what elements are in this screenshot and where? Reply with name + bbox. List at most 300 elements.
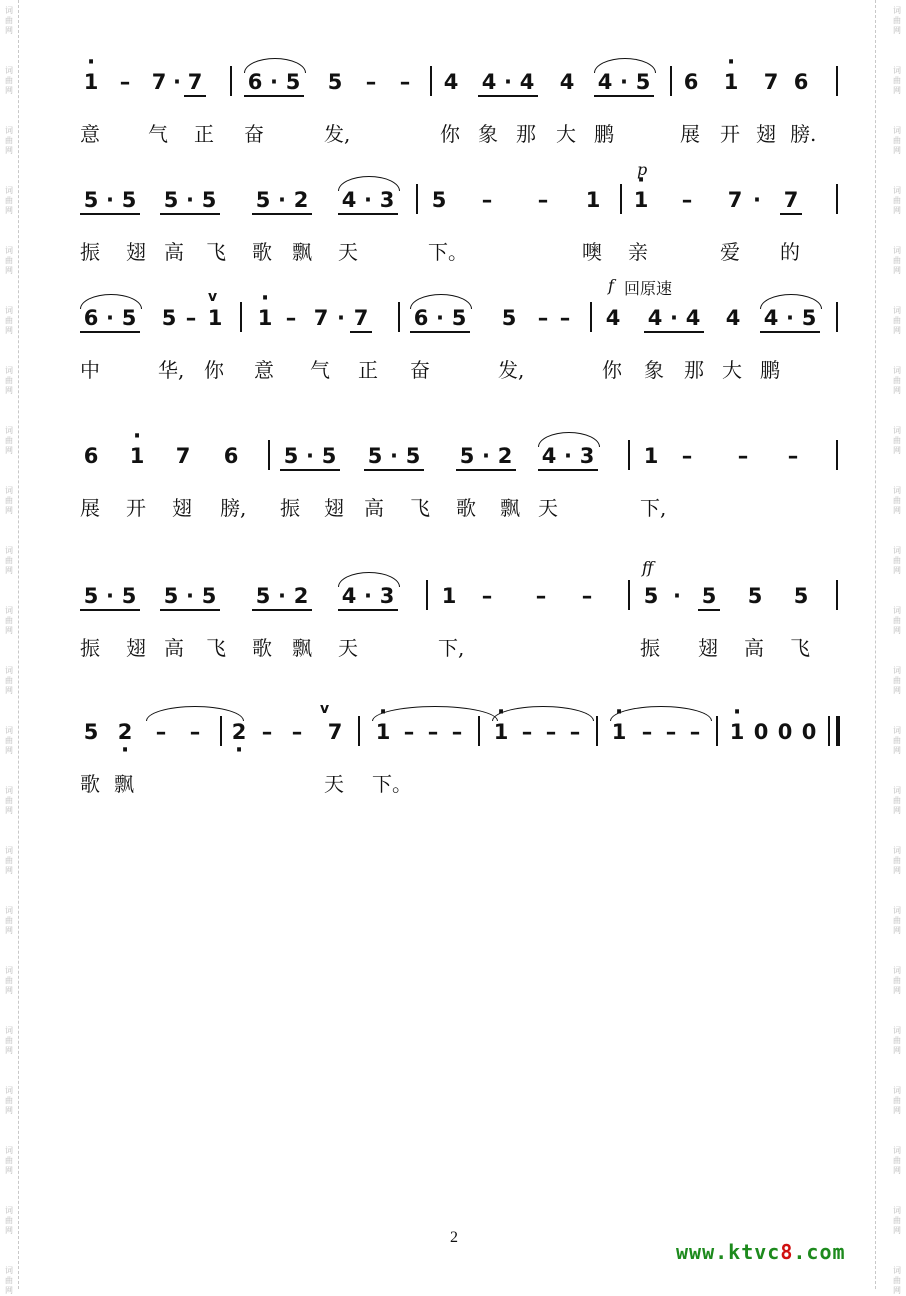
watermark-text: 词 曲 网 [5, 786, 13, 815]
note: 4 [443, 70, 459, 94]
note: 7 [184, 70, 206, 97]
notation-row [80, 289, 850, 346]
watermark-text: 词 曲 网 [893, 546, 901, 575]
watermark-text: 词 曲 网 [893, 1206, 901, 1235]
dot: · [673, 584, 681, 608]
watermark-text: 词 曲 网 [5, 486, 13, 515]
lyric: 正 [358, 358, 378, 382]
dynamic-ff: ff [642, 558, 654, 577]
lyric: 象 [644, 358, 664, 382]
lyric: 下, [438, 636, 465, 660]
lyric: 高 [364, 496, 384, 520]
watermark-text: 词 曲 网 [5, 606, 13, 635]
dot: · [271, 584, 293, 611]
lyrics-row [80, 636, 850, 666]
watermark-text: 词 曲 网 [5, 1206, 13, 1235]
dot: · [753, 188, 761, 212]
lyric: 翅 [172, 496, 192, 520]
note: 5 [698, 584, 720, 611]
dot: · [173, 70, 181, 94]
note: 5 [402, 444, 424, 471]
barline [590, 302, 592, 332]
watermark-text: 词 曲 网 [893, 66, 901, 95]
barline [628, 440, 630, 470]
watermark-text: 词 曲 网 [893, 6, 901, 35]
barline [716, 716, 718, 746]
barline [836, 66, 838, 96]
lyric: 翅 [756, 122, 776, 146]
watermark-text: 词 曲 网 [893, 726, 901, 755]
dot: · [99, 584, 121, 611]
notation-row [80, 444, 850, 484]
note: · 1 [254, 306, 276, 330]
barline [398, 302, 400, 332]
watermark-text: 词 曲 网 [893, 426, 901, 455]
note: 5 [793, 584, 809, 608]
dash: – [535, 584, 547, 608]
dash: – [787, 444, 799, 468]
note: 2 · [114, 720, 136, 744]
lyric: 大 [556, 122, 576, 146]
dash: – [569, 720, 581, 744]
watermark-text: 词 曲 网 [893, 906, 901, 935]
note: 6 [223, 444, 239, 468]
dot: · [179, 188, 201, 215]
note: 5 [160, 188, 182, 215]
note: 5 [161, 306, 177, 330]
note: 6 [83, 444, 99, 468]
lyric: 飘 [292, 636, 312, 660]
note: 4 [594, 70, 616, 97]
dot: · [263, 70, 285, 97]
watermark-text: 词 曲 网 [893, 846, 901, 875]
barline [240, 302, 242, 332]
note: 6 [410, 306, 432, 333]
site-logo-part: .com [793, 1240, 846, 1264]
note: 7 [727, 188, 743, 212]
watermark-text: 词 曲 网 [5, 966, 13, 995]
lyric: 中 [80, 358, 100, 382]
dash: – [665, 720, 677, 744]
watermark-text: 词 曲 网 [5, 426, 13, 455]
note: 5 [160, 584, 182, 611]
breath-mark: v [208, 289, 218, 305]
dash: – [291, 720, 303, 744]
lyric: 亲 [628, 240, 648, 264]
dash: – [365, 70, 377, 94]
dot: · [663, 306, 685, 333]
dash: – [689, 720, 701, 744]
site-logo-part: www.ktvc [676, 1240, 781, 1264]
score-line-5 [80, 558, 850, 704]
note: 5 [798, 306, 820, 333]
lyric: 鹏 [760, 358, 780, 382]
note: 5 [282, 70, 304, 97]
note: 5 [118, 188, 140, 215]
score-line-1 [80, 70, 850, 190]
notation-row [80, 160, 850, 228]
note: 5 [118, 584, 140, 611]
note: 5 [747, 584, 763, 608]
note: 4 [725, 306, 741, 330]
note: 4 [478, 70, 500, 97]
lyric: 高 [744, 636, 764, 660]
note: 6 [244, 70, 266, 97]
final-barline [828, 716, 840, 746]
watermark-text: 词 曲 网 [5, 126, 13, 155]
watermark-text: 词 曲 网 [893, 1086, 901, 1115]
notation-row [80, 558, 850, 624]
lyric: 意 [254, 358, 274, 382]
dot: · [271, 188, 293, 215]
dot: · [179, 584, 201, 611]
watermark-text: 词 曲 网 [5, 906, 13, 935]
lyrics-row [80, 772, 850, 802]
lyric: 振 [280, 496, 300, 520]
note: 4 [760, 306, 782, 333]
barline [430, 66, 432, 96]
lyric: 高 [164, 240, 184, 264]
lyric: 开 [126, 496, 146, 520]
dot: · [99, 306, 121, 333]
watermark-text: 词 曲 网 [893, 126, 901, 155]
watermark-text: 词 曲 网 [893, 1026, 901, 1055]
note: 5 [83, 720, 99, 744]
rest: 0 [801, 720, 817, 744]
dash: – [581, 584, 593, 608]
note: · 1 [490, 720, 512, 744]
dash: – [403, 720, 415, 744]
note: 5 [327, 70, 343, 94]
rest: 0 [753, 720, 769, 744]
dynamic-f: f [608, 276, 614, 295]
note: 5 [448, 306, 470, 333]
dash: – [155, 720, 167, 744]
watermark-text: 词 曲 网 [5, 666, 13, 695]
note: 4 [644, 306, 666, 333]
note: 1 [207, 306, 223, 330]
lyric: 翅 [126, 240, 146, 264]
barline [620, 184, 622, 214]
note: 7 [350, 306, 372, 333]
note: 5 [501, 306, 517, 330]
note: 5 [198, 584, 220, 611]
dash: – [481, 584, 493, 608]
barline [596, 716, 598, 746]
note: 1 [585, 188, 601, 212]
lyric: 气 [310, 358, 330, 382]
lyric: 翅 [126, 636, 146, 660]
note: 5 [456, 444, 478, 471]
lyric: 飞 [206, 636, 226, 660]
lyric: 飘 [292, 240, 312, 264]
watermark-text: 词 曲 网 [5, 186, 13, 215]
note: 5 [252, 584, 274, 611]
note: 4 [338, 584, 360, 611]
lyric: 那 [516, 122, 536, 146]
note: · 1 [126, 444, 148, 468]
lyric: 大 [722, 358, 742, 382]
note: 5 [198, 188, 220, 215]
lyrics-row [80, 122, 850, 152]
watermark-text: 词 曲 网 [893, 486, 901, 515]
note: 5 [431, 188, 447, 212]
left-margin-line [18, 0, 31, 1289]
lyric: 奋 [244, 122, 264, 146]
watermark-text: 词 曲 网 [893, 606, 901, 635]
watermark-text: 词 曲 网 [893, 966, 901, 995]
lyric: 发, [324, 122, 351, 146]
watermark-text: 词 曲 网 [5, 1146, 13, 1175]
lyric: 展 [680, 122, 700, 146]
barline [836, 302, 838, 332]
dash: – [119, 70, 131, 94]
lyric: 翅 [698, 636, 718, 660]
lyric: 噢 [582, 240, 602, 264]
lyric: 飞 [790, 636, 810, 660]
note: 5 [252, 188, 274, 215]
watermark-text: 词 曲 网 [893, 786, 901, 815]
watermark-text: 词 曲 网 [893, 246, 901, 275]
notation-row [80, 701, 850, 760]
lyric: 意 [80, 122, 100, 146]
lyric: 开 [720, 122, 740, 146]
note: 6 [683, 70, 699, 94]
lyrics-row [80, 358, 850, 388]
lyric: 象 [478, 122, 498, 146]
lyric: 膀, [220, 496, 247, 520]
note: 7 [763, 70, 779, 94]
dash: – [545, 720, 557, 744]
note: 7 [327, 720, 343, 744]
dash: – [521, 720, 533, 744]
dynamic-p: p [637, 160, 648, 179]
dash: – [399, 70, 411, 94]
note: 4 [559, 70, 575, 94]
note: 6 [793, 70, 809, 94]
lyric: 下。 [428, 240, 468, 264]
note: 3 [376, 584, 398, 611]
lyric: 天 [338, 636, 358, 660]
note: 2 [290, 584, 312, 611]
dot: · [99, 188, 121, 215]
dot: · [613, 70, 635, 97]
note: 2 [494, 444, 516, 471]
note: 5 [318, 444, 340, 471]
watermark-text: 词 曲 网 [893, 186, 901, 215]
page-number: 2 [450, 1229, 458, 1246]
lyric: 的 [780, 240, 800, 264]
dot: · [779, 306, 801, 333]
lyric: 飞 [206, 240, 226, 264]
dash: – [481, 188, 493, 212]
watermark-text: 词 曲 网 [893, 306, 901, 335]
score-line-6 [80, 701, 850, 840]
lyric: 正 [194, 122, 214, 146]
dash: – [537, 188, 549, 212]
watermark-text: 词 曲 网 [5, 306, 13, 335]
watermark-text: 词 曲 网 [893, 666, 901, 695]
lyric: 天 [538, 496, 558, 520]
rest: 0 [777, 720, 793, 744]
watermark-text: 词 曲 网 [893, 1146, 901, 1175]
lyric: 歌 [80, 772, 100, 796]
note: 5 [280, 444, 302, 471]
barline [670, 66, 672, 96]
site-logo-part: 8 [780, 1240, 794, 1264]
dash: – [189, 720, 201, 744]
note: 7 [313, 306, 329, 330]
note: 5 [80, 188, 102, 215]
lyric: 天 [324, 772, 344, 796]
note: 7 [151, 70, 167, 94]
lyric: 爱 [720, 240, 740, 264]
note: 3 [576, 444, 598, 471]
barline [268, 440, 270, 470]
right-watermark-column [890, 0, 904, 1295]
watermark-text: 词 曲 网 [893, 366, 901, 395]
dash: – [185, 306, 197, 330]
dot: · [357, 188, 379, 215]
dash: – [681, 188, 693, 212]
dash: – [559, 306, 571, 330]
breath-mark: v [320, 701, 330, 717]
note: · 1 [630, 188, 652, 212]
lyrics-row [80, 240, 850, 270]
lyric: 你 [602, 358, 622, 382]
note: · 1 [720, 70, 742, 94]
note: · 1 [726, 720, 748, 744]
dot: · [475, 444, 497, 471]
lyric: 翅 [324, 496, 344, 520]
dot: · [383, 444, 405, 471]
lyric: 气 [148, 122, 168, 146]
watermark-text: 词 曲 网 [5, 1086, 13, 1115]
barline [478, 716, 480, 746]
lyric: 展 [80, 496, 100, 520]
dot: · [557, 444, 579, 471]
dot: · [337, 306, 345, 330]
dash: – [427, 720, 439, 744]
watermark-text: 词 曲 网 [5, 246, 13, 275]
lyric: 下。 [372, 772, 412, 796]
dash: – [451, 720, 463, 744]
lyric: 歌 [252, 240, 272, 264]
dot: · [357, 584, 379, 611]
watermark-text: 词 曲 网 [5, 366, 13, 395]
barline [836, 184, 838, 214]
score-line-3 [80, 276, 850, 426]
lyric: 高 [164, 636, 184, 660]
watermark-text: 词 曲 网 [5, 1026, 13, 1055]
score-line-2 [80, 160, 850, 308]
dash: – [641, 720, 653, 744]
lyric: 那 [684, 358, 704, 382]
note: 2 · [228, 720, 250, 744]
lyric: 奋 [410, 358, 430, 382]
watermark-text: 词 曲 网 [5, 546, 13, 575]
barline [836, 440, 838, 470]
dash: – [537, 306, 549, 330]
dash: – [681, 444, 693, 468]
note: 5 [632, 70, 654, 97]
note: 4 [682, 306, 704, 333]
note: 5 [643, 584, 659, 608]
lyric: 天 [338, 240, 358, 264]
note: 6 [80, 306, 102, 333]
lyric: 振 [80, 636, 100, 660]
watermark-text: 词 曲 网 [5, 846, 13, 875]
notation-row [80, 70, 850, 110]
lyric: 歌 [252, 636, 272, 660]
barline [358, 716, 360, 746]
watermark-text: 词 曲 网 [5, 1266, 13, 1295]
note: 2 [290, 188, 312, 215]
barline [628, 580, 630, 610]
tempo-mark: 回原速 [624, 279, 673, 298]
lyric: 飘 [114, 772, 134, 796]
lyric: 发, [498, 358, 525, 382]
lyric: 飘 [500, 496, 520, 520]
note: 7 [175, 444, 191, 468]
watermark-text: 词 曲 网 [5, 66, 13, 95]
barline [230, 66, 232, 96]
note: 4 [605, 306, 621, 330]
watermark-text: 词 曲 网 [893, 1266, 901, 1295]
site-logo[interactable] [676, 1240, 846, 1264]
note: 3 [376, 188, 398, 215]
right-margin-line [875, 0, 888, 1289]
note: 4 [338, 188, 360, 215]
slur [146, 706, 244, 721]
barline [426, 580, 428, 610]
barline [416, 184, 418, 214]
left-watermark-column [2, 0, 16, 1295]
dash: – [261, 720, 273, 744]
dash: – [285, 306, 297, 330]
watermark-text: 词 曲 网 [5, 6, 13, 35]
watermark-text: 词 曲 网 [5, 726, 13, 755]
note: 5 [364, 444, 386, 471]
lyric: 膀. [790, 122, 817, 146]
lyric: 振 [80, 240, 100, 264]
lyric: 华, [158, 358, 185, 382]
note: 5 [80, 584, 102, 611]
note: 1 [643, 444, 659, 468]
dot: · [299, 444, 321, 471]
dash: – [737, 444, 749, 468]
score-line-4 [80, 444, 850, 564]
lyric: 你 [204, 358, 224, 382]
note: 7 [780, 188, 802, 215]
lyric: 鹏 [594, 122, 614, 146]
barline [836, 580, 838, 610]
note: · 1 [80, 70, 102, 94]
lyric: 振 [640, 636, 660, 660]
note: 4 [516, 70, 538, 97]
lyrics-row [80, 496, 850, 526]
barline [220, 716, 222, 746]
lyric: 飞 [410, 496, 430, 520]
lyric: 下, [640, 496, 667, 520]
dot: · [429, 306, 451, 333]
note: 4 [538, 444, 560, 471]
lyric: 你 [440, 122, 460, 146]
note: 5 [118, 306, 140, 333]
dot: · [497, 70, 519, 97]
lyric: 歌 [456, 496, 476, 520]
note: · 1 [372, 720, 394, 744]
